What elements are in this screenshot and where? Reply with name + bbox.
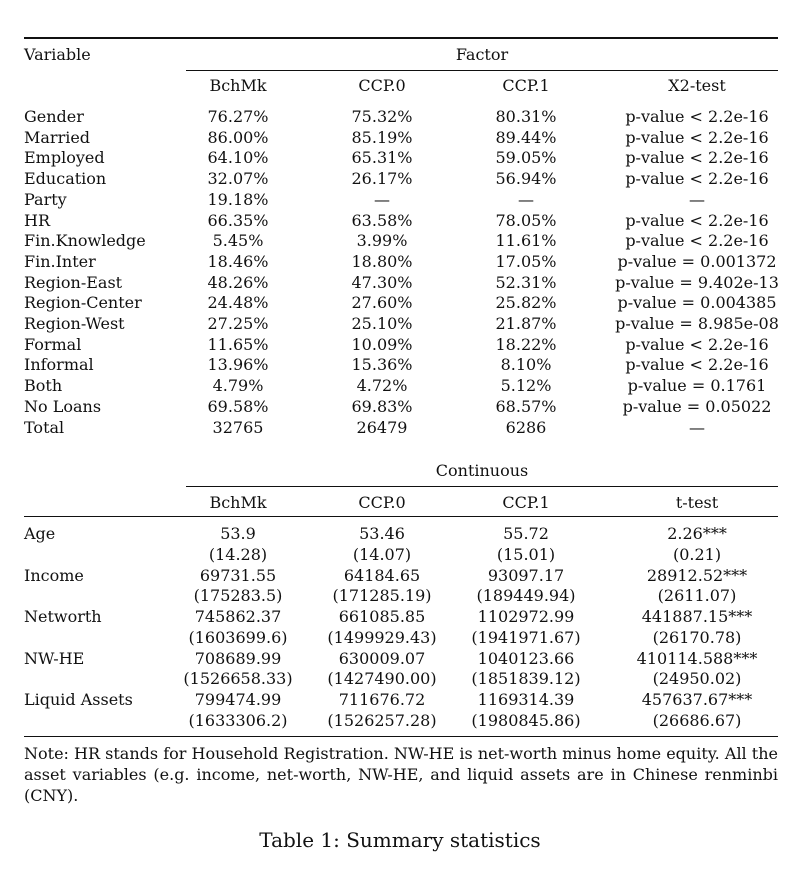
table-cell: 89.44% [495,128,557,147]
row-label: Fin.Inter [24,252,96,271]
table-cell: 52.31% [495,273,557,292]
continuous-header: Continuous [435,461,529,480]
row-label: Networth [24,607,102,626]
table-cell: 69.83% [351,397,413,416]
table-cell: 80.31% [495,107,557,126]
table-cell: 25.10% [351,314,413,333]
sd-cell: (1427490.00) [327,669,437,688]
sd-cell: (1603699.6) [188,628,288,647]
table-cell: 19.18% [207,190,269,209]
sd-cell: (1851839.12) [471,669,581,688]
variable-header: Variable [24,45,91,64]
table-cell: p-value = 0.1761 [627,376,767,395]
sd-cell: (1499929.43) [327,628,437,647]
table-cell: 6286 [505,418,547,437]
table-cell: p-value < 2.2e-16 [625,107,769,126]
row-label: Total [24,418,65,437]
mean-cell: 2.26*** [667,524,727,543]
table-cell: — [518,190,534,209]
mean-cell: 1040123.66 [477,649,575,668]
table-cell: — [689,418,705,437]
row-label: Married [24,128,91,147]
sd-cell: (1941971.67) [471,628,581,647]
sd-cell: (189449.94) [476,586,576,605]
table-cell: 85.19% [351,128,413,147]
row-label: Income [24,566,84,585]
top-rule [24,37,778,39]
table-cell: 24.48% [207,293,269,312]
table-cell: 63.58% [351,211,413,230]
table-cell: 5.45% [212,231,264,250]
row-label: Informal [24,355,94,374]
table-note: Note: HR stands for Household Registration. NW-HE is net-worth minus home equity. All the asset variables (e.g. income, net-worth, NW-HE, and liquid assets are in Chinese renminbi (CNY). [24,744,778,805]
row-label: NW-HE [24,649,85,668]
table-cell: 64.10% [207,148,269,167]
mean-cell: 441887.15*** [641,607,753,626]
table-cell: p-value < 2.2e-16 [625,148,769,167]
table-cell: 18.80% [351,252,413,271]
table-cell: 69.58% [207,397,269,416]
table-cell: 4.79% [212,376,264,395]
row-label: Employed [24,148,105,167]
bottom-rule [24,736,778,737]
continuous-mid-rule [24,516,778,517]
sd-cell: (14.28) [208,545,268,564]
row-label: Age [24,524,56,543]
mean-cell: 55.72 [503,524,549,543]
table-cell: 25.82% [495,293,557,312]
row-label: Liquid Assets [24,690,133,709]
factor-header: Factor [455,45,509,64]
table-cell: 47.30% [351,273,413,292]
mean-cell: 630009.07 [338,649,426,668]
mean-cell: 745862.37 [194,607,282,626]
table-cell: 56.94% [495,169,557,188]
table-cell: 4.72% [356,376,408,395]
table-cell: 32765 [212,418,264,437]
row-label: HR [24,211,50,230]
mean-cell: 69731.55 [199,566,277,585]
table-cell: 75.32% [351,107,413,126]
row-label: Both [24,376,63,395]
table-cell: 68.57% [495,397,557,416]
table-cell: 48.26% [207,273,269,292]
sd-cell: (26170.78) [652,628,742,647]
row-label: Formal [24,335,82,354]
row-label: Region-Center [24,293,142,312]
table-cell: 66.35% [207,211,269,230]
sd-cell: (26686.67) [652,711,742,730]
table-cell: 5.12% [500,376,552,395]
row-label: Region-East [24,273,123,292]
table-cell: 27.60% [351,293,413,312]
table-cell: — [374,190,390,209]
table-cell: 11.65% [207,335,269,354]
table-cell: p-value < 2.2e-16 [625,335,769,354]
table-cell: p-value = 0.004385 [617,293,777,312]
table-cell: 65.31% [351,148,413,167]
table-cell: 18.46% [207,252,269,271]
sd-cell: (24950.02) [652,669,742,688]
sd-cell: (175283.5) [193,586,283,605]
table-cell: 13.96% [207,355,269,374]
table-caption: Table 1: Summary statistics [259,828,541,852]
table-cell: p-value < 2.2e-16 [625,128,769,147]
table-cell: 17.05% [495,252,557,271]
table-cell: 59.05% [495,148,557,167]
table-cell: p-value = 9.402e-13 [615,273,779,292]
factor-column-header: BchMk [209,76,267,95]
row-label: Region-West [24,314,125,333]
table-cell: 78.05% [495,211,557,230]
table-cell: — [689,190,705,209]
mean-cell: 661085.85 [338,607,426,626]
factor-subrule [186,70,778,71]
mean-cell: 410114.588*** [636,649,758,668]
factor-column-header: CCP.1 [502,76,550,95]
table-cell: 26.17% [351,169,413,188]
table-cell: p-value < 2.2e-16 [625,355,769,374]
sd-cell: (0.21) [672,545,722,564]
mean-cell: 93097.17 [487,566,565,585]
table-cell: 8.10% [500,355,552,374]
row-label: Gender [24,107,84,126]
row-label: Party [24,190,67,209]
mean-cell: 53.46 [359,524,405,543]
table-cell: 26479 [356,418,408,437]
mean-cell: 1169314.39 [477,690,575,709]
mean-cell: 1102972.99 [477,607,575,626]
table-cell: p-value = 0.05022 [622,397,772,416]
mean-cell: 28912.52*** [646,566,748,585]
sd-cell: (1526658.33) [183,669,293,688]
continuous-column-header: t-test [675,493,719,512]
mean-cell: 708689.99 [194,649,282,668]
mean-cell: 457637.67*** [641,690,753,709]
table-cell: 32.07% [207,169,269,188]
row-label: No Loans [24,397,102,416]
sd-cell: (1633306.2) [188,711,288,730]
table-cell: 3.99% [356,231,408,250]
mean-cell: 53.9 [220,524,256,543]
mean-cell: 711676.72 [338,690,426,709]
table-cell: p-value = 0.001372 [617,252,777,271]
mean-cell: 799474.99 [194,690,282,709]
factor-column-header: X2-test [668,76,726,95]
table-cell: 21.87% [495,314,557,333]
table-cell: 11.61% [495,231,557,250]
table-cell: 86.00% [207,128,269,147]
table-cell: 27.25% [207,314,269,333]
factor-column-header: CCP.0 [358,76,406,95]
sd-cell: (14.07) [352,545,412,564]
table-cell: 76.27% [207,107,269,126]
row-label: Education [24,169,107,188]
continuous-column-header: BchMk [209,493,267,512]
sd-cell: (1526257.28) [327,711,437,730]
sd-cell: (2611.07) [657,586,737,605]
sd-cell: (1980845.86) [471,711,581,730]
table-cell: p-value < 2.2e-16 [625,211,769,230]
table-cell: p-value < 2.2e-16 [625,169,769,188]
sd-cell: (15.01) [496,545,556,564]
continuous-subrule [186,486,778,487]
mean-cell: 64184.65 [343,566,421,585]
table-cell: 18.22% [495,335,557,354]
row-label: Fin.Knowledge [24,231,146,250]
table-cell: 10.09% [351,335,413,354]
table-cell: 15.36% [351,355,413,374]
continuous-column-header: CCP.0 [358,493,406,512]
table-cell: p-value = 8.985e-08 [615,314,779,333]
continuous-column-header: CCP.1 [502,493,550,512]
table-cell: p-value < 2.2e-16 [625,231,769,250]
sd-cell: (171285.19) [332,586,432,605]
